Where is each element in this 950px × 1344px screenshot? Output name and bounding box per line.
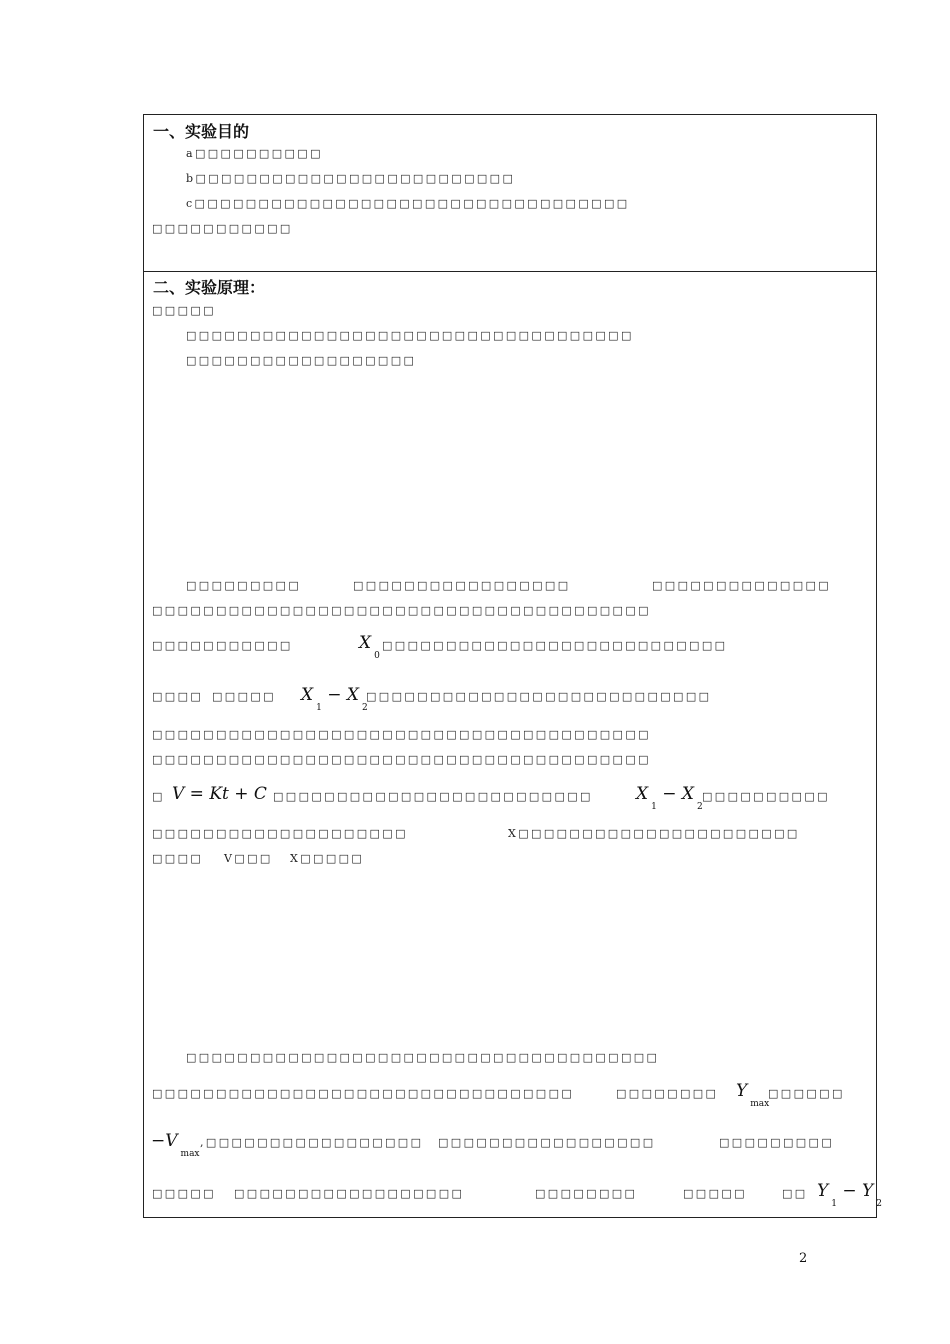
objective-b: b□□□□□□□□□□□□□□□□□□□□□□□□□ bbox=[186, 172, 516, 185]
objective-c: c□□□□□□□□□□□□□□□□□□□□□□□□□□□□□□□□□□ bbox=[186, 197, 630, 210]
document-table bbox=[143, 114, 882, 1218]
paragraph-2-line-9b: V□□□ bbox=[224, 852, 273, 865]
paragraph-3-line-2b: □□□□□□□□ bbox=[616, 1087, 719, 1100]
paragraph-2-line-7c: □□□□□□□□□□ bbox=[702, 790, 830, 803]
paragraph-2-line-9a: □□□□ bbox=[152, 852, 204, 865]
paragraph-3-line-4a: □□□□□ bbox=[152, 1187, 216, 1200]
formula-y1-minus-y2: $Y_1 - Y_2$ bbox=[817, 1181, 882, 1209]
paragraph-2-line-5: □□□□□□□□□□□□□□□□□□□□□□□□□□□□□□□□□□□□□□□ bbox=[152, 728, 651, 741]
paragraph-3-line-4b: □□□□□□□□□□□□□□□□□□ bbox=[234, 1187, 465, 1200]
section-2-heading: 二、实验原理： bbox=[153, 278, 266, 297]
paragraph-2-line-1a: □□□□□□□□□ bbox=[186, 579, 302, 592]
paragraph-3-line-1: □□□□□□□□□□□□□□□□□□□□□□□□□□□□□□□□□□□□□ bbox=[186, 1051, 660, 1064]
paragraph-3-line-4e: □□ bbox=[782, 1187, 808, 1200]
formula-minus-vmax: $-V_{max}$ bbox=[151, 1131, 200, 1159]
objective-c-continued: □□□□□□□□□□□ bbox=[152, 222, 293, 235]
paragraph-2-line-9c: X□□□□□ bbox=[290, 852, 365, 865]
paragraph-2-line-4b: □□□□□ bbox=[212, 690, 276, 703]
principle-paragraph-line: □□□□□□□□□□□□□□□□□□□□□□□□□□□□□□□□□□□ bbox=[186, 329, 634, 342]
formula-x1-minus-x2-second: $X_1 - X_2$ bbox=[636, 784, 703, 812]
paragraph-3-line-3a: ,□□□□□□□□□□□□□□□□□ bbox=[200, 1136, 424, 1149]
formula-v-equals-kt-plus-c: V = Kt + C bbox=[172, 784, 267, 804]
paragraph-2-line-7a: □ bbox=[152, 790, 165, 803]
formula-x1-minus-x2: $X_1 - X_2$ bbox=[301, 685, 368, 713]
paragraph-2-line-6: □□□□□□□□□□□□□□□□□□□□□□□□□□□□□□□□□□□□□□□ bbox=[152, 753, 651, 766]
principle-paragraph-line: □□□□□□□□□□□□□□□□□□ bbox=[186, 354, 417, 367]
paragraph-2-line-1b: □□□□□□□□□□□□□□□□□ bbox=[353, 579, 571, 592]
paragraph-2-line-8b: X□□□□□□□□□□□□□□□□□□□□□□ bbox=[508, 827, 800, 840]
paragraph-2-line-8a: □□□□□□□□□□□□□□□□□□□□ bbox=[152, 827, 408, 840]
objective-a: a□□□□□□□□□□ bbox=[186, 147, 323, 160]
paragraph-2-line-1c: □□□□□□□□□□□□□□ bbox=[652, 579, 832, 592]
paragraph-3-line-2a: □□□□□□□□□□□□□□□□□□□□□□□□□□□□□□□□□ bbox=[152, 1087, 575, 1100]
section-divider bbox=[144, 271, 876, 272]
paragraph-2-line-3a: □□□□□□□□□□□ bbox=[152, 639, 293, 652]
formula-x0: $X_0$ bbox=[359, 633, 380, 661]
formula-ymax: $Y_{max}$ bbox=[736, 1081, 770, 1109]
paragraph-3-line-3b: □□□□□□□□□□□□□□□□□ bbox=[438, 1136, 656, 1149]
paragraph-2-line-4a: □□□□ bbox=[152, 690, 204, 703]
section-1-heading: 一、实验目的 bbox=[153, 122, 250, 141]
paragraph-3-line-2c: □□□□□□ bbox=[768, 1087, 845, 1100]
paragraph-2-line-2: □□□□□□□□□□□□□□□□□□□□□□□□□□□□□□□□□□□□□□□ bbox=[152, 604, 651, 617]
paragraph-3-line-4c: □□□□□□□□ bbox=[535, 1187, 638, 1200]
page-number: 2 bbox=[799, 1251, 808, 1266]
paragraph-2-line-4c: □□□□□□□□□□□□□□□□□□□□□□□□□□□ bbox=[366, 690, 712, 703]
principle-subheading: □□□□□ bbox=[152, 304, 216, 317]
paragraph-2-line-7b: □□□□□□□□□□□□□□□□□□□□□□□□□ bbox=[273, 790, 593, 803]
paragraph-3-line-4d: □□□□□ bbox=[683, 1187, 747, 1200]
paragraph-3-line-3c: □□□□□□□□□ bbox=[719, 1136, 835, 1149]
paragraph-2-line-3b: □□□□□□□□□□□□□□□□□□□□□□□□□□□ bbox=[382, 639, 728, 652]
